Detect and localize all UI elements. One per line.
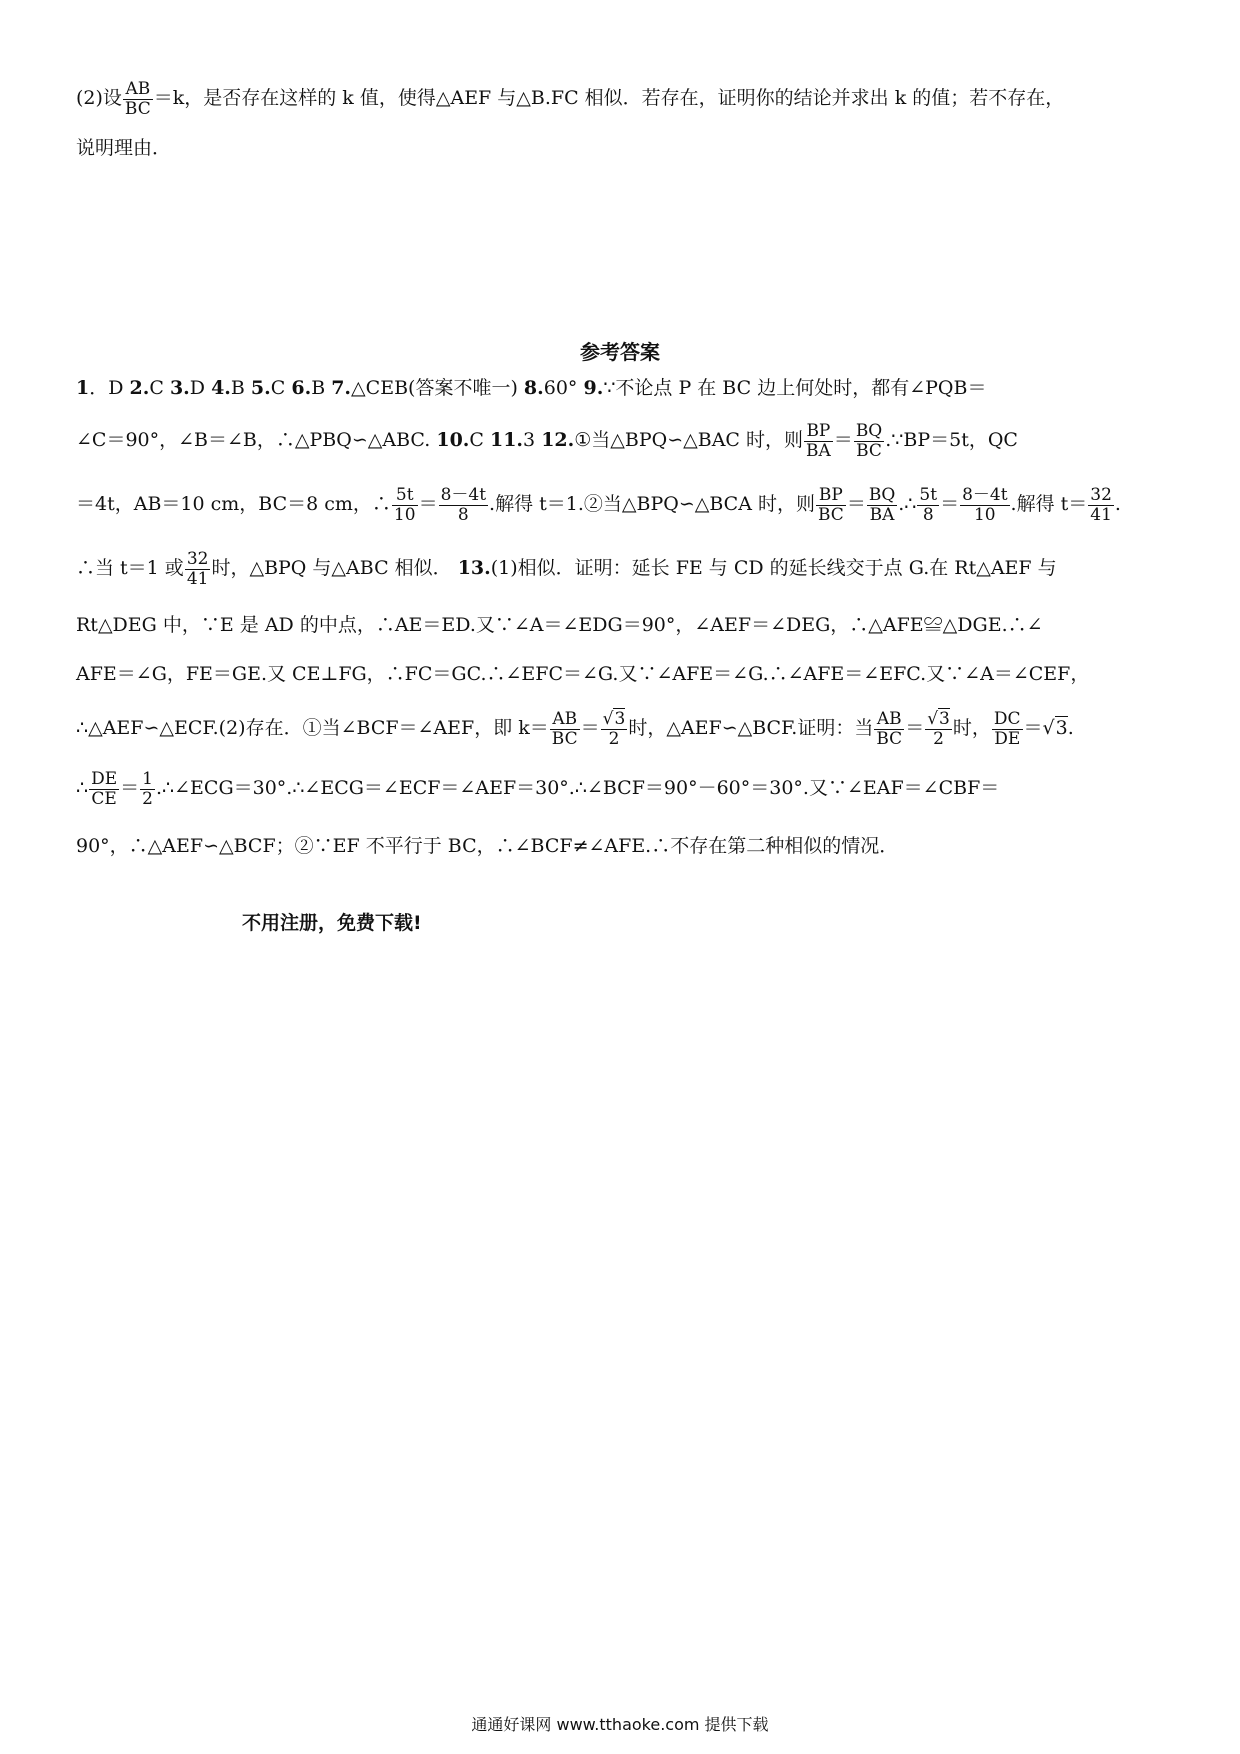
answer-row-5: Rt△DEG 中，∵E 是 AD 的中点，∴AE＝ED.又∵∠A＝∠EDG＝90°，∠AEF＝∠DEG，∴△AFE≌△DGE.∴∠ — [76, 614, 1043, 636]
fraction: $\frac{BQ}{BA}$ — [868, 484, 896, 525]
fraction: $\frac{8-4t}{8}$ — [440, 484, 487, 525]
answer-row-3: ＝4t，AB＝10 cm，BC＝8 cm，∴ $\frac{5t}{10}$ ＝ $\frac{8-4t}{8}$ .解得 t＝1.②当△BPQ∽△BCA 时，则 $\frac{BP}{BC}$ ＝ $\frac{BQ}{BA}$ .∴ $\frac{5t}{8}$ ＝ $\frac{8-4t}{10}$ .解得 t＝ $\frac{32}{41}$ . — [76, 484, 1121, 525]
answer-row-7: ∴△AEF∽△ECF.(2)存在．①当∠BCF＝∠AEF，即 k＝ $\frac{AB}{BC}$ ＝ $\frac{√3}{2}$ 时，△AEF∽△BCF.证明：当 $\frac{AB}{BC}$ ＝ $\frac{√3}{2}$ 时， $\frac{DC}{DE}$ ＝√3. — [76, 708, 1074, 749]
fraction: $\frac{BQ}{BC}$ — [855, 420, 883, 461]
question-line-2: 说明理由． — [76, 137, 172, 159]
answer-row-9: 90°，∴△AEF∽△BCF；②∵EF 不平行于 BC，∴∠BCF≠∠AFE.∴不存在第二种相似的情况． — [76, 835, 899, 857]
fraction: $\frac{5t}{10}$ — [393, 484, 416, 525]
fraction-sqrt3-over-2: $\frac{√3}{2}$ — [602, 708, 626, 749]
answers-heading: 参考答案 — [580, 340, 660, 364]
fraction: $\frac{BP}{BA}$ — [806, 420, 831, 461]
answer-row-4: ∴当 t＝1 或 $\frac{32}{41}$ 时，△BPQ 与△ABC 相似． 13.(1)相似．证明：延长 FE 与 CD 的延长线交于点 G.在 Rt△AEF 与 — [76, 548, 1057, 589]
question-line-1: (2)设 $\frac{AB}{BC}$ ＝k，是否存在这样的 k 值，使得△AEF 与△B.FC 相似．若存在，证明你的结论并求出 k 的值；若不存在， — [76, 78, 1065, 119]
fraction: $\frac{8-4t}{10}$ — [962, 484, 1008, 525]
fraction: $\frac{32}{41}$ — [186, 548, 209, 589]
answer-row-2: ∠C＝90°，∠B＝∠B，∴△PBQ∽△ABC. 10.C 11.3 12.①当△BPQ∽△BAC 时，则 $\frac{BP}{BA}$ ＝ $\frac{BQ}{BC}$ .∵BP＝5t，QC — [76, 420, 1018, 461]
fraction: $\frac{DC}{DE}$ — [993, 708, 1021, 749]
promo-text: 不用注册，免费下载! — [242, 912, 422, 934]
answer-row-1: 1．D 2.C 3.D 4.B 5.C 6.B 7.△CEB(答案不唯一) 8.60° 9.∵不论点 P 在 BC 边上何处时，都有∠PQB＝ — [76, 377, 987, 399]
fraction-ab-bc: $\frac{AB}{BC}$ — [124, 78, 151, 119]
fraction: $\frac{BP}{BC}$ — [817, 484, 844, 525]
answer-row-6: AFE＝∠G，FE＝GE.又 CE⊥FG，∴FC＝GC.∴∠EFC＝∠G.又∵∠AFE＝∠G.∴∠AFE＝∠EFC.又∵∠A＝∠CEF， — [76, 663, 1090, 685]
answer-row-8: ∴ $\frac{DE}{CE}$ ＝ $\frac{1}{2}$ .∴∠ECG＝30°.∴∠ECG＝∠ECF＝∠AEF＝30°.∴∠BCF＝90°－60°＝30°.又∵∠EAF＝∠CBF＝ — [76, 768, 1000, 809]
fraction: $\frac{DE}{CE}$ — [91, 768, 118, 809]
footer-text: 通通好课网 www.tthaoke.com 提供下载 — [471, 1715, 769, 1734]
fraction: $\frac{AB}{BC}$ — [876, 708, 903, 749]
fraction-sqrt3-over-2: $\frac{√3}{2}$ — [927, 708, 950, 749]
fraction: $\frac{32}{41}$ — [1090, 484, 1112, 525]
fraction: $\frac{AB}{BC}$ — [551, 708, 578, 749]
fraction: $\frac{5t}{8}$ — [919, 484, 938, 525]
fraction: $\frac{1}{2}$ — [142, 768, 153, 809]
